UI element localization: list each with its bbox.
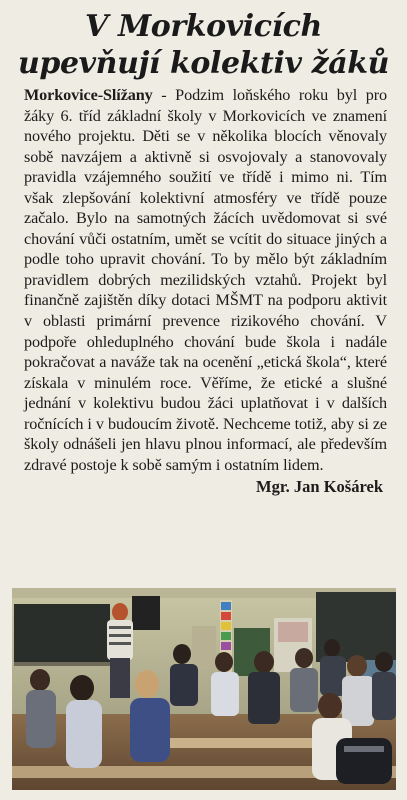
headline-line-2: upevňují kolektiv žáků (17, 46, 390, 81)
headline (10, 8, 397, 82)
author-byline: Mgr. Jan Košárek (256, 477, 383, 497)
article-body-text: - Podzim loňského roku byl pro žáky 6. tříd základní školy v Morkovicích ve znamení nového projektu. Děti se v několika blocích věnovaly sobě navzájem a aktivně si osvojovaly a stanovovaly pravidla vzájemného soužití ve třídě i mimo ni. Tím však zlepšování kolektivní atmosféry ve třídě pouze začalo. Bylo na samotných žácích uvědomovat si své chování vůči ostatním, umět se vcítit do situace jiných a podle toho upravit chování. To by mělo být základním pravidlem dobrých mezilidských vztahů. Projekt byl finančně zajištěn díky dotaci MŠMT na podporu aktivit v oblasti primární prevence rizikového chování. V podpoře ohleduplného chování bude škola i nadále pokračovat a naváže tak na ocenění „etická škola“, které získala v minulém roce. Věříme, že etické a slušné jednání v kolektivu budou žáci uplatňovat i v dalších ročnících i v budoucím životě. Nechceme totiž, aby si ze školy odnášeli jen hlavu plnou informací, ale především zdravé postoje k sobě samým i ostatním lidem. (24, 86, 387, 474)
headline-line-1: V Morkovicích (85, 9, 322, 44)
classroom-photo (12, 588, 396, 790)
dateline: Morkovice-Slížany (24, 86, 153, 104)
article-body (24, 85, 387, 475)
